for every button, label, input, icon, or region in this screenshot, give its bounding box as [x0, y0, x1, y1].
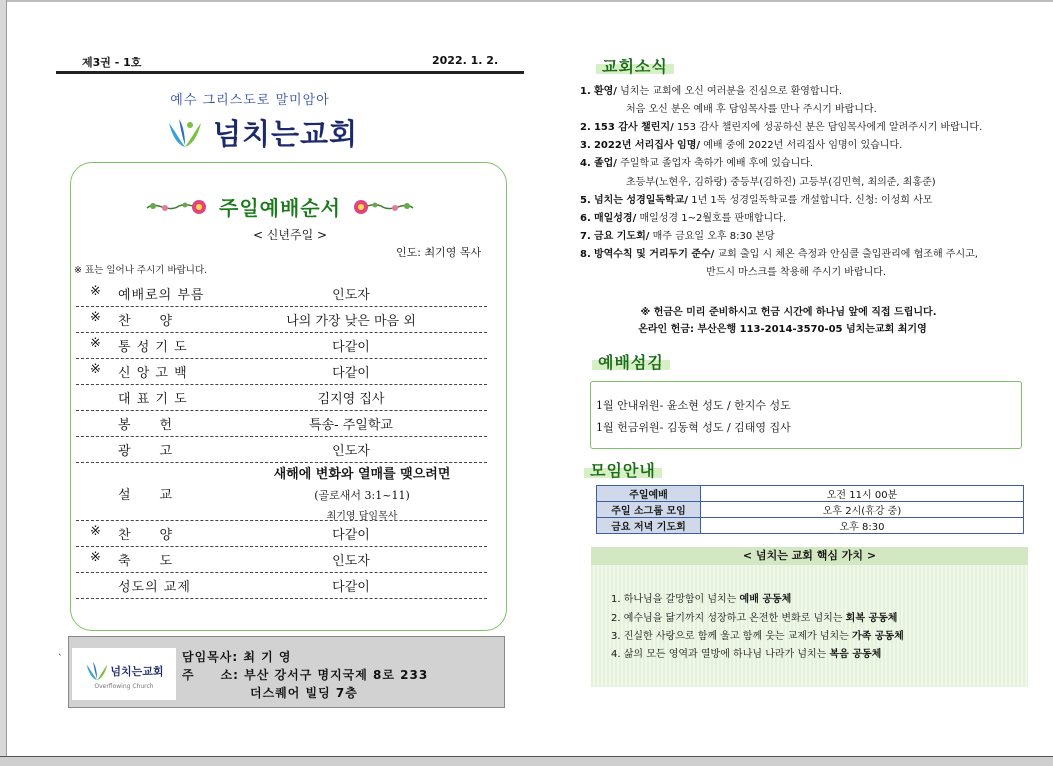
meetings-table: [596, 485, 1024, 534]
table-row: [597, 486, 1024, 502]
church-name: 넘치는교회: [213, 117, 359, 151]
order-item-name: 신 앙 고 백: [118, 366, 188, 381]
order-item-name: 통 성 기 도: [118, 340, 188, 355]
news-text: 넘치는 교회에 오신 여러분을 진심으로 환영합니다.: [620, 86, 843, 97]
header-rule: [56, 71, 524, 74]
flower-ornament-right-icon: [351, 196, 415, 218]
news-label: 2022년 서리집사 임명/: [593, 140, 701, 151]
core-value-text: 2. 예수님을 닮기까지 성장하고 온전한 변화로 넘치는: [611, 613, 846, 624]
window-left-edge: [0, 0, 7, 765]
issue-number: 제3권 - 1호: [82, 56, 142, 69]
order-row: [76, 336, 487, 359]
pastor-line: 담임목사: 최 기 영: [182, 650, 292, 664]
sermon-reference: (골로새서 3:1~11): [314, 489, 410, 502]
order-item-value: 특송- 주일학교: [309, 418, 393, 433]
online-offering: 온라인 헌금: 부산은행 113-2014-3570-05 넘치는교회 최기영: [638, 324, 927, 335]
order-item-name: 찬 양: [118, 314, 174, 329]
core-value-bold: 예배 공동체: [739, 594, 792, 605]
flower-ornament-left-icon: [145, 196, 209, 218]
news-label: 매일성경/: [593, 213, 637, 224]
order-row: [76, 440, 487, 463]
address-line-1: 주 소: 부산 강서구 명지국제 8로 233: [182, 668, 429, 682]
core-value-item: [611, 645, 881, 660]
news-heading: 교회소식: [596, 54, 674, 77]
order-item-value: 김지영 집사: [317, 392, 385, 407]
core-value-bold: 가족 공동체: [852, 631, 904, 642]
stand-mark: ※: [90, 550, 101, 565]
church-logo: [165, 112, 358, 153]
news-item: [580, 229, 775, 245]
news-num: 1.: [580, 86, 591, 97]
stand-mark: ※: [90, 284, 101, 299]
news-text: 매일성경 1~2월호를 판매합니다.: [639, 213, 786, 224]
news-item: [580, 193, 932, 209]
stand-mark: ※: [90, 310, 101, 325]
offering-note: ※ 헌금은 미리 준비하시고 헌금 시간에 하나님 앞에 직접 드립니다.: [640, 307, 937, 318]
address-line-2: 더스퀘어 빌딩 7층: [250, 686, 358, 700]
news-text: 1년 1독 성경일독학교를 개설합니다. 신청: 이성희 사모: [691, 195, 933, 206]
sermon-title: 새해에 변화와 열매를 맺으려면: [273, 467, 451, 482]
table-row: [597, 518, 1024, 534]
news-item: [580, 138, 902, 154]
order-row: [76, 362, 487, 385]
service-box: [590, 381, 1022, 449]
order-item-value: 인도자: [332, 444, 370, 459]
news-num: 5.: [580, 195, 591, 206]
core-value-item: [611, 609, 897, 624]
order-item-name: 예배로의 부름: [118, 288, 205, 303]
table-row: [597, 502, 1024, 518]
info-logo-subtitle: Overflowing Church: [94, 682, 154, 690]
order-row: [76, 388, 487, 411]
order-item-name: 설 교: [118, 488, 174, 503]
news-text: 교회 출입 시 체온 측정과 안심콜 출입관리에 협조해 주시고,: [717, 249, 978, 260]
order-item-name: 성도의 교제: [118, 580, 191, 595]
order-item-value: 다같이: [332, 366, 370, 381]
stand-mark: ※: [90, 362, 101, 377]
meeting-name: 주일 소그룹 모임: [597, 502, 701, 518]
order-item-value: 인도자: [332, 288, 370, 303]
news-text: 반드시 마스크를 착용해 주시기 바랍니다.: [706, 267, 887, 278]
order-item-value: 다같이: [332, 340, 370, 355]
core-value-bold: 회복 공동체: [845, 613, 898, 624]
worship-subtitle: < 신년주일 >: [252, 228, 328, 242]
news-item: [580, 84, 842, 100]
core-value-text: 3. 진실한 사랑으로 함께 울고 함께 웃는 교제가 넘치는: [611, 631, 853, 642]
core-values-heading: < 넘치는 교회 핵심 가치 >: [591, 547, 1028, 565]
news-text: 예배 중에 2022년 서리집사 임명이 있습니다.: [703, 140, 903, 151]
news-text: 처음 오신 분은 예배 후 담임목사를 만나 주시기 바랍니다.: [626, 104, 877, 115]
news-label: 졸업/: [593, 158, 617, 169]
worship-order-title: 주일예배순서: [219, 196, 341, 220]
news-item: [626, 175, 936, 191]
ushers-line: 1월 안내위원- 윤소현 성도 / 한지수 성도: [596, 399, 791, 412]
stand-note: ※ 표는 일어나 주시기 바랍니다.: [74, 265, 208, 276]
news-num: 6.: [580, 213, 591, 224]
news-label: 환영/: [593, 86, 617, 97]
news-label: 방역수칙 및 거리두기 준수/: [593, 249, 715, 260]
order-item-value: 다같이: [332, 580, 370, 595]
worship-order-title-row: [145, 192, 415, 221]
order-item-value: 나의 가장 낮은 마음 외: [286, 314, 416, 329]
core-value-text: 1. 하나님을 갈망함이 넘치는: [611, 594, 740, 605]
stand-mark: ※: [90, 524, 101, 539]
news-num: 7.: [580, 231, 591, 242]
core-value-item: [611, 590, 791, 605]
order-row: [76, 414, 487, 437]
issue-date: 2022. 1. 2.: [432, 54, 499, 67]
meeting-time: 오후 2시(휴강 중): [701, 502, 1024, 518]
church-logo-icon: [165, 115, 205, 151]
core-value-bold: 복음 공동체: [829, 649, 882, 660]
news-text: 초등부(노현우, 김하랑) 중등부(김하진) 고등부(김민혁, 최의준, 최홍준): [626, 177, 936, 188]
news-text: 매주 금요일 오후 8:30 본당: [652, 231, 775, 242]
presider: 인도: 최기영 목사: [396, 246, 482, 259]
order-row: [76, 576, 487, 599]
service-heading: 예배섬김: [592, 350, 670, 373]
news-item: [580, 247, 978, 263]
news-label: 금요 기도회/: [593, 231, 650, 242]
meeting-time: 오후 8:30: [701, 518, 1024, 534]
sermon-preacher: 최기영 담임목사: [326, 511, 398, 522]
info-logo: [72, 648, 176, 700]
info-logo-name: 넘치는교회: [110, 664, 164, 678]
motto: 예수 그리스도로 말미암아: [170, 93, 330, 108]
news-num: 8.: [580, 249, 591, 260]
news-num: 3.: [580, 140, 591, 151]
news-item: [706, 265, 886, 281]
order-item-value: 인도자: [332, 554, 370, 569]
meetings-heading: 모임안내: [584, 458, 662, 481]
news-label: 153 감사 챌린지/: [593, 122, 674, 133]
meeting-name: 금요 저녁 기도회: [597, 518, 701, 534]
order-item-name: 찬 양: [118, 528, 174, 543]
order-item-value: 다같이: [332, 528, 370, 543]
news-text: 153 감사 챌린지에 성공하신 분은 담임목사에게 알려주시기 바랍니다.: [676, 122, 983, 133]
order-row: [76, 524, 487, 547]
news-label: 넘치는 성경일독학교/: [593, 195, 689, 206]
order-item-name: 축 도: [118, 554, 174, 569]
core-value-item: [611, 627, 904, 642]
order-row: [76, 550, 487, 573]
window-top-edge: [0, 0, 1053, 2]
news-text: 주일학교 졸업자 축하가 예배 후에 있습니다.: [620, 158, 814, 169]
news-item: [580, 120, 982, 136]
meeting-name: 주일예배: [597, 486, 701, 502]
order-item-name: 대 표 기 도: [118, 392, 188, 407]
info-logo-mark: [84, 659, 163, 683]
news-item: [580, 156, 813, 172]
offering-team-line: 1월 헌금위원- 김동혁 성도 / 김태영 집사: [596, 421, 791, 434]
news-item: [626, 102, 877, 118]
order-item-name: 봉 헌: [118, 418, 174, 433]
order-item-name: 광 고: [118, 444, 174, 459]
news-num: 4.: [580, 158, 591, 169]
news-num: 2.: [580, 122, 591, 133]
stray-mark: `: [58, 654, 63, 664]
church-logo-small-icon: [84, 659, 110, 683]
meeting-time: 오전 11시 00분: [701, 486, 1024, 502]
stand-mark: ※: [90, 336, 101, 351]
core-value-text: 4. 삶의 모든 영역과 열방에 하나님 나라가 넘치는: [611, 649, 830, 660]
news-item: [580, 211, 786, 227]
